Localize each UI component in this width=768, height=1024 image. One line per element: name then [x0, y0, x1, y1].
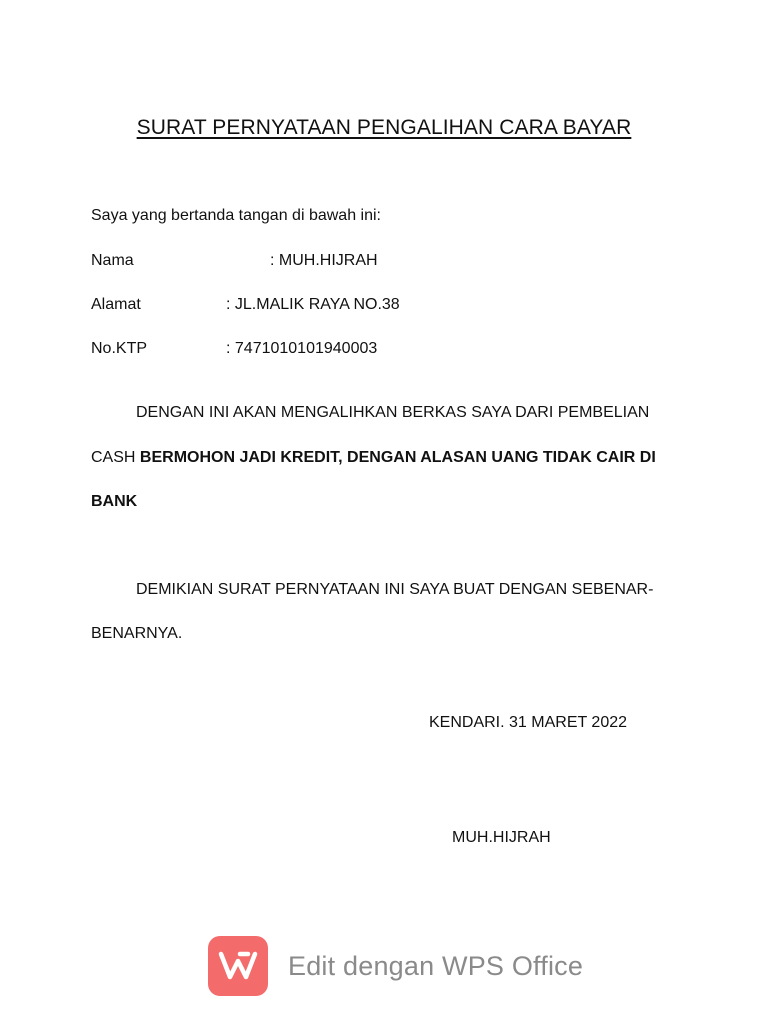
intro-text: Saya yang bertanda tangan di bawah ini: [91, 207, 381, 224]
wps-edit-banner[interactable] [208, 936, 583, 996]
paragraph1-line1: DENGAN INI AKAN MENGALIHKAN BERKAS SAYA DARI PEMBELIAN [136, 404, 650, 421]
paragraph2-line2: BENARNYA. [91, 625, 183, 642]
field-label-ktp: No.KTP [91, 340, 148, 357]
field-value-ktp [226, 339, 377, 359]
paragraph1-line2 [91, 448, 656, 468]
field-label-alamat: Alamat [91, 296, 141, 313]
wps-edit-label[interactable]: Edit dengan WPS Office [288, 950, 584, 981]
field-separator: : [226, 340, 235, 357]
alamat-value: JL.MALIK RAYA NO.38 [234, 296, 400, 313]
field-separator: : [226, 296, 235, 313]
field-label-nama: Nama [91, 252, 134, 269]
wps-office-logo-icon [208, 936, 268, 996]
place-date: KENDARI. 31 MARET 2022 [429, 714, 628, 731]
wps-logo-glyph [218, 949, 258, 983]
paragraph1-line3: BANK [91, 493, 138, 510]
document-title: SURAT PERNYATAAN PENGALIHAN CARA BAYAR [136, 116, 632, 139]
paragraph1-line2-bold: BERMOHON JADI KREDIT, DENGAN ALASAN UANG TIDAK CAIR DI [139, 449, 656, 466]
signature-name: MUH.HIJRAH [452, 829, 551, 846]
field-value-alamat [226, 295, 400, 315]
field-value-nama [270, 251, 378, 271]
paragraph1-line2-normal: CASH [91, 449, 140, 466]
field-separator: : [270, 252, 279, 269]
paragraph2-line1: DEMIKIAN SURAT PERNYATAAN INI SAYA BUAT DENGAN SEBENAR- [136, 581, 654, 598]
ktp-value: 7471010101940003 [234, 340, 378, 357]
nama-value: MUH.HIJRAH [278, 252, 378, 269]
